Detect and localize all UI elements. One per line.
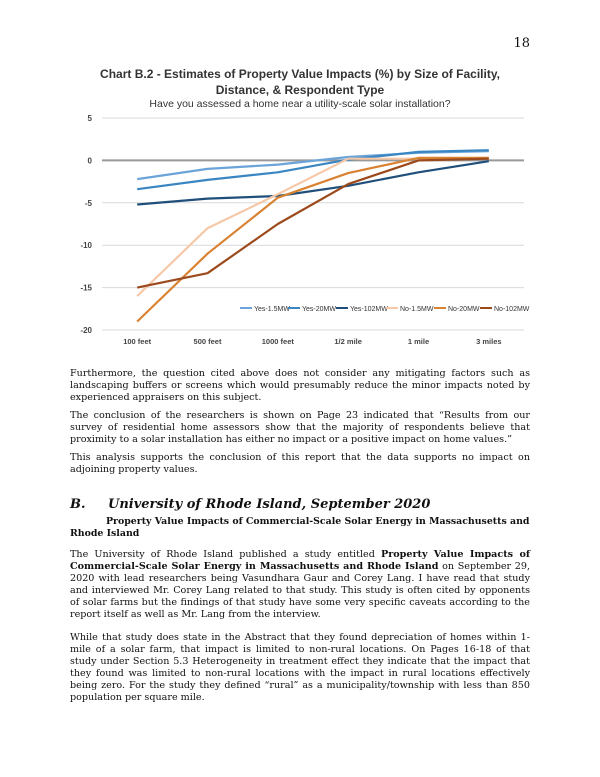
paragraph-uri-study [70, 549, 530, 621]
chart-figure [60, 62, 540, 362]
legend-label: Yes-102MW [350, 306, 388, 313]
chart-title-line1: Chart B.2 - Estimates of Property Value Impacts (%) by Size of Facility, [100, 67, 500, 81]
y-tick-label: 0 [87, 156, 92, 166]
y-tick-label: -15 [80, 283, 92, 293]
paragraph-analysis-support: This analysis supports the conclusion of this report that the data supports no impact on adjoining property values. [70, 452, 530, 475]
legend-label: No-1.5MW [400, 306, 434, 313]
uri-study-text-b: on September 29, 2020 with lead researchers being Vasundhara Gaur and Corey Lang. I have read that study and interviewed Mr. Corey Lang related to that study. This study is often cited by opponents of solar farms but the findings of that study have some very specific caveats according to the report itself as well as Mr. Lang from the interview. [70, 561, 531, 620]
line-chart [60, 110, 540, 362]
legend-label: Yes-20MW [302, 306, 336, 313]
paragraph-rural-caveat: While that study does state in the Abstract that they found depreciation of homes within 1-mile of a solar farm, that impact is limited to non-rural locations. On Pages 16-18 of that study under Section 5.3 Heterogeneity in treatment effect they indicate that the impact that they found was limited to non-rural locations with the impact in rural locations effectively being zero. For the study they defined “rural” as a municipality/township with less than 850 population per square mile. [70, 632, 530, 703]
x-tick-label: 3 miles [476, 337, 502, 346]
series-line [137, 159, 489, 288]
legend-label: Yes-1.5MW [254, 306, 290, 313]
page-number: 18 [513, 36, 530, 51]
chart-subtitle: Have you assessed a home near a utility-scale solar installation? [149, 98, 451, 110]
y-tick-label: -20 [80, 326, 92, 335]
x-tick-label: 1 mile [407, 337, 430, 346]
x-tick-label: 1/2 mile [334, 337, 362, 346]
section-title: University of Rhode Island, September 2020 [108, 497, 431, 512]
series-line [137, 158, 489, 296]
paragraph-researchers-conclusion: The conclusion of the researchers is shown on Page 23 indicated that “Results from our survey of residential home assessors show that the majority of respondents believe that proximity to a solar installation has either no impact or a positive impact on home values.” [70, 410, 530, 445]
uri-study-text-a: The University of Rhode Island published a study entitled [70, 549, 381, 560]
x-tick-label: 1000 feet [261, 337, 294, 346]
x-tick-label: 500 feet [193, 337, 222, 346]
study-subheading: Property Value Impacts of Commercial-Scale Solar Energy in Massachusetts and Rhode Island [70, 516, 530, 539]
section-letter: B. [70, 497, 86, 512]
x-tick-label: 100 feet [123, 337, 152, 346]
section-heading [70, 497, 430, 512]
legend-label: No-102MW [494, 306, 530, 313]
uri-study-title: Property Value Impacts of Commercial-Scale Solar Energy in Massachusetts and Rhode Island [70, 549, 530, 572]
legend-label: No-20MW [448, 306, 480, 313]
paragraph-mitigating-factors: Furthermore, the question cited above does not consider any mitigating factors such as landscaping buffers or screens which would presumably reduce the minor impacts noted by experienced appraisers on this subject. [70, 368, 530, 403]
y-tick-label: -10 [80, 241, 92, 251]
chart-title-line2: Distance, & Respondent Type [215, 83, 385, 97]
y-tick-label: -5 [84, 198, 92, 208]
y-tick-label: 5 [87, 114, 92, 123]
